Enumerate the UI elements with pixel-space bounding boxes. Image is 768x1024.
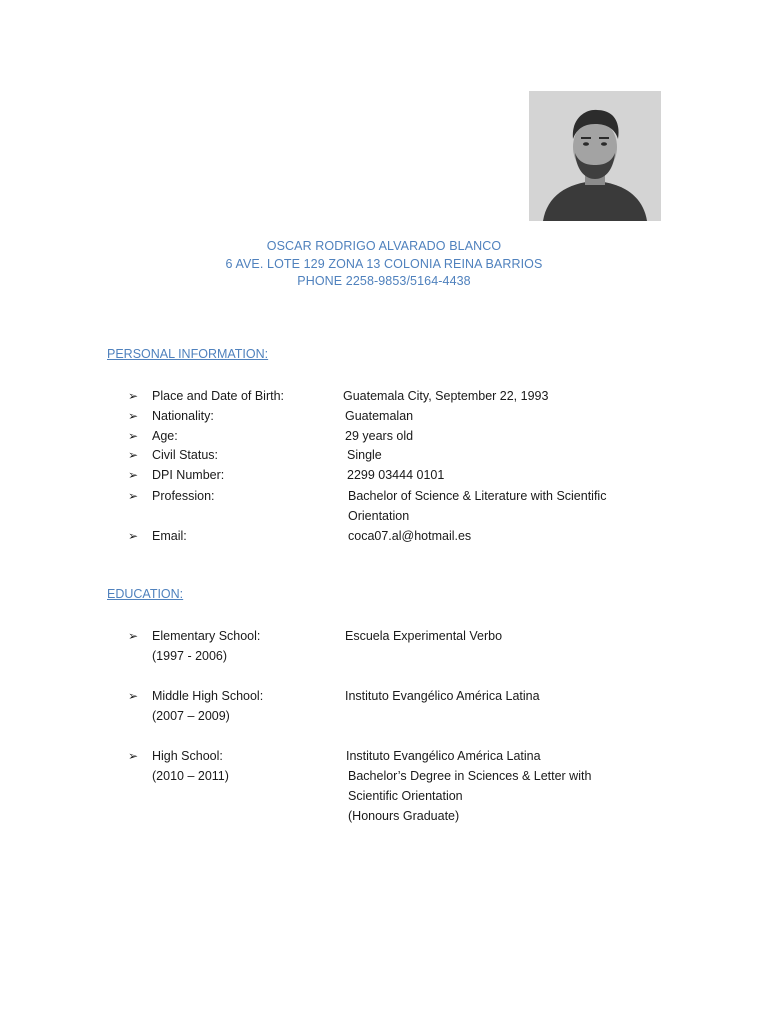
applicant-phone: PHONE 2258-9853/5164-4438 <box>297 274 471 288</box>
person-portrait-image <box>529 91 661 221</box>
arrow-bullet-icon: ➢ <box>128 529 139 543</box>
applicant-address: 6 AVE. LOTE 129 ZONA 13 COLONIA REINA BARRIOS <box>225 256 543 271</box>
arrow-bullet-icon: ➢ <box>128 429 139 443</box>
arrow-bullet-icon: ➢ <box>128 448 139 462</box>
profile-photo <box>529 91 661 221</box>
education-heading: EDUCATION: <box>107 587 184 601</box>
arrow-bullet-icon: ➢ <box>128 689 139 703</box>
personal-information-heading: PERSONAL INFORMATION: <box>107 347 269 361</box>
arrow-bullet-icon: ➢ <box>128 629 139 643</box>
arrow-bullet-icon: ➢ <box>128 409 139 423</box>
arrow-bullet-icon: ➢ <box>128 389 139 403</box>
arrow-bullet-icon: ➢ <box>128 489 139 503</box>
arrow-bullet-icon: ➢ <box>128 468 139 482</box>
contact-header <box>0 238 768 291</box>
applicant-name: OSCAR RODRIGO ALVARADO BLANCO <box>266 239 502 253</box>
arrow-bullet-icon: ➢ <box>128 749 139 763</box>
